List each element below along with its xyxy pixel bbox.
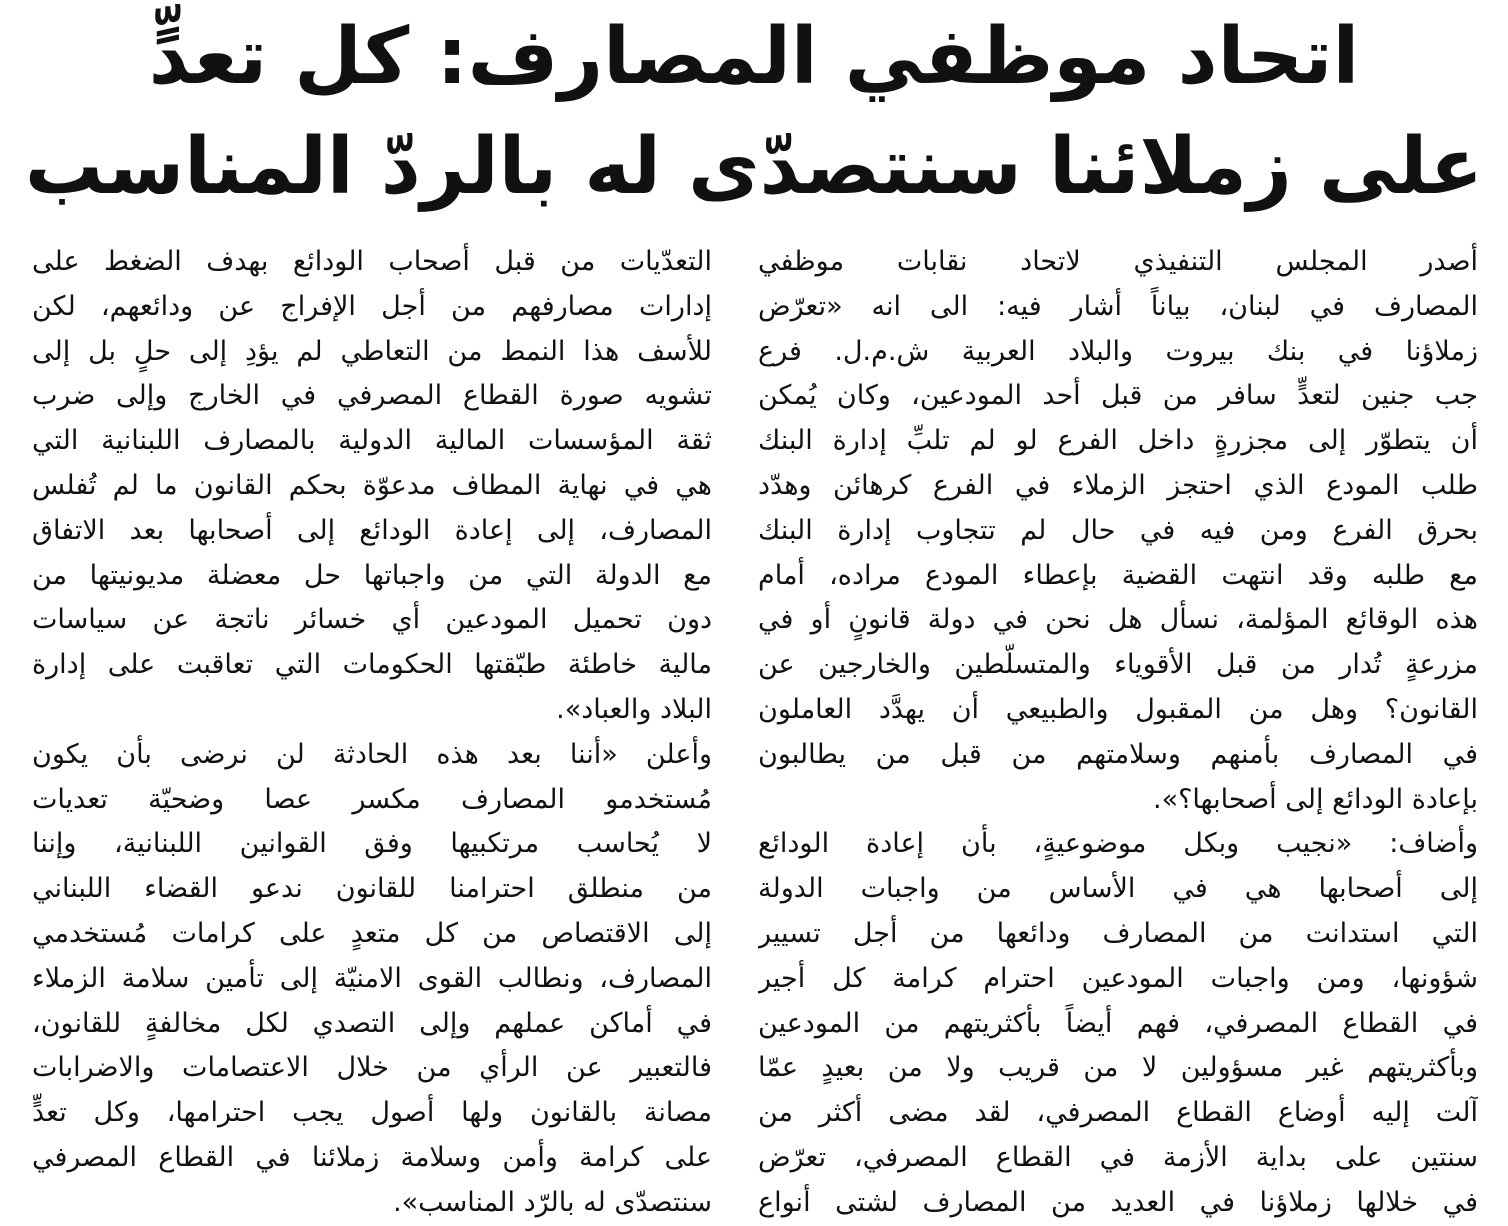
text-line: القانون؟ وهل من المقبول والطبيعي أن يهدَّد العاملون xyxy=(758,693,1478,725)
text-line: وأضاف: «نجيب وبكل موضوعيةٍ، بأن إعادة الودائع xyxy=(758,828,1478,860)
text-line: شؤونها، ومن واجبات المودعين احترام كرامة كل أجير xyxy=(758,962,1478,994)
text-line: دون تحميل المودعين أي خسائر ناتجة عن سياسات xyxy=(32,604,712,636)
text-line: مُستخدمو المصارف مكسر عصا وضحيّة تعديات xyxy=(32,783,712,815)
text-line: بإعادة الودائع إلى أصحابها؟». xyxy=(1152,783,1478,815)
text-line: أن يتطوّر إلى مجزرةٍ داخل الفرع لو لم تلبِّ إدارة البنك xyxy=(758,425,1478,457)
text-line: سنتين على بداية الأزمة في القطاع المصرفي، تعرّض xyxy=(758,1141,1478,1173)
text-line: إلى أصحابها هي في الأساس من واجبات الدولة xyxy=(758,873,1478,905)
text-line: البلاد والعباد». xyxy=(556,693,712,725)
text-line: فالتعبير عن الرأي من خلال الاعتصامات والاضرابات xyxy=(32,1052,712,1084)
text-line: مع الدولة التي من واجباتها حل معضلة مديونيتها من xyxy=(32,559,712,591)
text-line: طلب المودع الذي احتجز الزملاء في الفرع كرهائن وهدّد xyxy=(758,469,1478,501)
text-line: على كرامة وأمن وسلامة زملائنا في القطاع المصرفي xyxy=(32,1141,712,1173)
text-line: مع طلبه وقد انتهت القضية بإعطاء المودع مراده، أمام xyxy=(758,559,1478,591)
text-line: لا يُحاسب مرتكبيها وفق القوانين اللبنانية، وإننا xyxy=(32,828,712,860)
text-line: زملاؤنا في بنك بيروت والبلاد العربية ش.م.ل. فرع xyxy=(758,335,1478,367)
text-line: المصارف، ونطالب القوى الامنيّة إلى تأمين سلامة الزملاء xyxy=(32,962,712,994)
article-column-right xyxy=(758,240,1478,1226)
text-line: هي في نهاية المطاف مدعوّة بحكم القانون ما لم تُفلس xyxy=(32,469,712,501)
text-line: إلى الاقتصاص من كل متعدٍ على كرامات مُستخدمي xyxy=(32,917,712,949)
text-line: مصانة بالقانون ولها أصول يجب احترامها، وكل تعدٍّ xyxy=(32,1097,712,1129)
text-line: مالية خاطئة طبّقتها الحكومات التي تعاقبت على إدارة xyxy=(32,649,712,681)
text-line: التعدّيات من قبل أصحاب الودائع بهدف الضغط على xyxy=(32,246,712,277)
text-line: آلت إليه أوضاع القطاع المصرفي، لقد مضى أكثر من xyxy=(758,1097,1478,1129)
text-line: في القطاع المصرفي، فهم أيضاً بأكثريتهم من المودعين xyxy=(758,1007,1478,1039)
text-line: التي استدانت من المصارف ودائعها من أجل تسيير xyxy=(758,917,1478,949)
text-line: المصارف في لبنان، بياناً أشار فيه: الى انه «تعرّض xyxy=(758,290,1478,322)
text-line: أصدر المجلس التنفيذي لاتحاد نقابات موظفي xyxy=(758,246,1478,277)
text-line: هذه الوقائع المؤلمة، نسأل هل نحن في دولة قانونٍ أو في xyxy=(758,604,1478,636)
text-line: ثقة المؤسسات المالية الدولية بالمصارف اللبنانية التي xyxy=(32,425,712,457)
text-line: إدارات مصارفهم من أجل الإفراج عن ودائعهم، لكن xyxy=(32,290,712,322)
text-line: في المصارف بأمنهم وسلامتهم من قبل من يطالبون xyxy=(758,738,1478,770)
text-line: في أماكن عملهم وإلى التصدي لكل مخالفةٍ للقانون، xyxy=(32,1007,712,1039)
text-line: وبأكثريتهم غير مسؤولين لا من قريب ولا من بعيدٍ عمّا xyxy=(758,1052,1478,1084)
text-line: بحرق الفرع ومن فيه في حال لم تتجاوب إدارة البنك xyxy=(758,514,1478,546)
text-line: للأسف هذا النمط من التعاطي لم يؤدِ إلى حلٍ بل إلى xyxy=(32,335,712,367)
text-line: مزرعةٍ تُدار من قبل الأقوياء والمتسلّطين والخارجين عن xyxy=(758,649,1478,681)
text-line: المصارف، إلى إعادة الودائع إلى أصحابها بعد الاتفاق xyxy=(32,514,712,546)
headline-line-2: على زملائنا سنتصدّى له بالردّ المناسب xyxy=(24,122,1484,212)
headline-line-1: اتحاد موظفي المصارف: كل تعدٍّ xyxy=(148,12,1360,102)
article-column-left xyxy=(32,240,712,1226)
text-line: جب جنين لتعدٍّ سافر من قبل أحد المودعين، وكان يُمكن xyxy=(758,380,1478,412)
article-headline xyxy=(0,12,1508,238)
text-line: تشويه صورة القطاع المصرفي في الخارج وإلى ضرب xyxy=(32,380,712,412)
text-line: في خلالها زملاؤنا في العديد من المصارف لشتى أنواع xyxy=(758,1186,1478,1218)
text-line: من منطلق احترامنا للقانون ندعو القضاء اللبناني xyxy=(32,873,712,905)
text-line: سنتصدّى له بالرّد المناسب». xyxy=(393,1186,712,1218)
text-line: وأعلن «أننا بعد هذه الحادثة لن نرضى بأن يكون xyxy=(32,738,712,770)
